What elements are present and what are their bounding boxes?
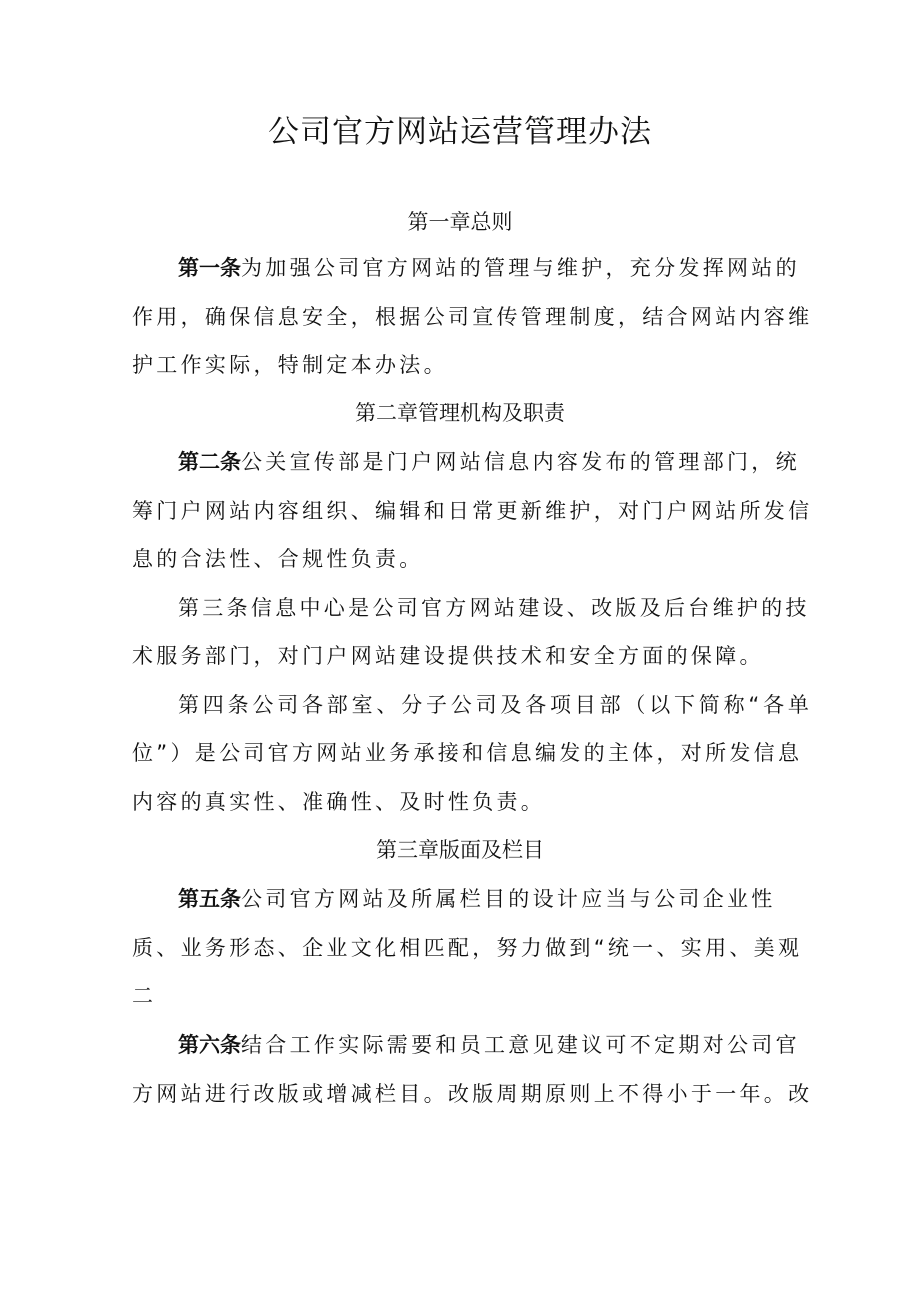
article-5-line-2: 质、业务形态、企业文化相匹配，努力做到“统一、实用、美观 bbox=[132, 936, 803, 960]
article-2-line-1 bbox=[178, 447, 800, 477]
article-4-line-3: 内容的真实性、准确性、及时性负责。 bbox=[132, 790, 546, 814]
article-5-text: 公司官方网站及所属栏目的设计应当与公司企业性 bbox=[241, 887, 776, 911]
article-5-line-1 bbox=[178, 884, 792, 914]
article-1-line-1 bbox=[178, 253, 800, 283]
article-5-label: 第五条 bbox=[178, 887, 241, 911]
article-6-label: 第六条 bbox=[178, 1033, 241, 1057]
article-6-line-1 bbox=[178, 1030, 800, 1060]
article-3-line-2: 术服务部门，对门户网站建设提供技术和安全方面的保障。 bbox=[132, 644, 764, 668]
article-1-line-3: 护工作实际，特制定本办法。 bbox=[132, 353, 448, 377]
chapter-heading-2: 第二章管理机构及职责 bbox=[355, 401, 565, 425]
article-6-line-2: 方网站进行改版或增减栏目。改版周期原则上不得小于一年。改 bbox=[132, 1082, 813, 1106]
article-2-label: 第二条 bbox=[178, 450, 241, 474]
article-2-line-2: 筹门户网站内容组织、编辑和日常更新维护，对门户网站所发信 bbox=[132, 499, 813, 523]
chapter-heading-1: 第一章总则 bbox=[407, 210, 513, 234]
article-6-text: 结合工作实际需要和员工意见建议可不定期对公司官 bbox=[241, 1033, 800, 1057]
article-5-line-3: 二 bbox=[132, 984, 157, 1008]
article-4-line-1: 第四条公司各部室、分子公司及各项目部（以下简称“各单 bbox=[178, 693, 813, 717]
article-1-text: 为加强公司官方网站的管理与维护，充分发挥网站的 bbox=[241, 256, 800, 280]
article-4-line-2: 位”）是公司官方网站业务承接和信息编发的主体，对所发信息 bbox=[132, 741, 803, 765]
article-2-text: 公关宣传部是门户网站信息内容发布的管理部门，统 bbox=[241, 450, 800, 474]
article-1-label: 第一条 bbox=[178, 256, 241, 280]
article-2-line-3: 息的合法性、合规性负责。 bbox=[132, 547, 424, 571]
article-3-line-1: 第三条信息中心是公司官方网站建设、改版及后台维护的技 bbox=[178, 596, 810, 620]
article-1-line-2: 作用，确保信息安全，根据公司宣传管理制度，结合网站内容维 bbox=[132, 305, 813, 329]
chapter-heading-3: 第三章版面及栏目 bbox=[376, 838, 544, 862]
document-title: 公司官方网站运营管理办法 bbox=[268, 114, 652, 150]
